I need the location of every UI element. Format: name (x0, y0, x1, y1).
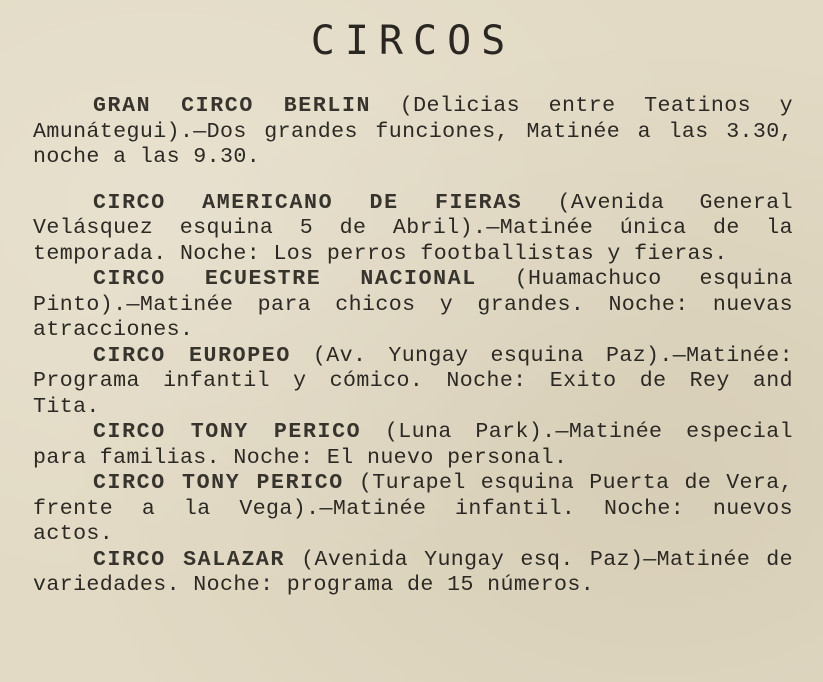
listing-gran-circo-berlin (33, 94, 793, 171)
listing-circo-europeo (33, 344, 793, 421)
circus-name: CIRCO SALAZAR (93, 547, 286, 572)
circus-name: CIRCO ECUESTRE NACIONAL (93, 267, 477, 291)
circus-details: (Av. Yungay esquina Paz).—Matinée: Programa infantil y cómico. Noche: Exito de Rey and Tita. (33, 343, 793, 419)
listing-circo-salazar (33, 548, 793, 599)
circus-details: (Luna Park).—Matinée especial para familias. Noche: El nuevo personal. (33, 420, 793, 470)
circus-name: CIRCO EUROPEO (93, 343, 291, 368)
circus-details: (Avenida General Velásquez esquina 5 de Abril).—Matinée única de la temporada. Noche: Los perros footballistas y fieras. (33, 190, 793, 266)
listing-circo-tony-perico-turapel (33, 471, 793, 548)
listing-circo-americano-de-fieras (33, 191, 793, 268)
listing-circo-ecuestre-nacional (33, 267, 793, 344)
circus-name: GRAN CIRCO BERLIN (93, 94, 372, 118)
circus-name: CIRCO TONY PERICO (93, 471, 344, 495)
circus-name: CIRCO TONY PERICO (93, 420, 362, 444)
circus-details: (Turapel esquina Puerta de Vera, frente a la Vega).—Matinée infantil. Noche: nuevos actos. (33, 471, 793, 546)
section-headline: CIRCOS (310, 18, 516, 64)
circus-details: (Avenida Yungay esq. Paz)—Matinée de variedades. Noche: programa de 15 números. (33, 547, 793, 597)
circus-details: (Delicias entre Teatinos y Amunátegui).—Dos grandes funciones, Matinée a las 3.30, noche a las 9.30. (33, 94, 793, 169)
circus-name: CIRCO AMERICANO DE FIERAS (93, 190, 523, 215)
circus-details: (Huamachuco esquina Pinto).—Matinée para chicos y grandes. Noche: nuevas atracciones. (33, 267, 794, 342)
listing-circo-tony-perico-luna-park (33, 420, 793, 471)
